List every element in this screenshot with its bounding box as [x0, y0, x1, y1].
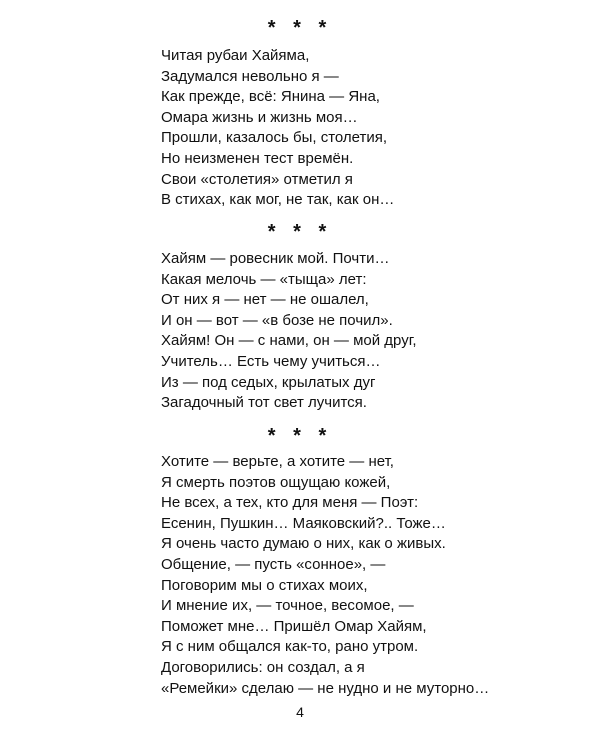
section-separator-3: * * * — [267, 425, 333, 447]
poem-line: Поговорим мы о стихах моих, — [161, 576, 368, 594]
poem-line: Прошли, казалось бы, столетия, — [161, 129, 388, 147]
poem-line: Поможет мне… Пришёл Омар Хайям, — [161, 617, 427, 635]
section-separator-2: * * * — [267, 221, 333, 243]
poem-line: Хайям! Он — с нами, он — мой друг, — [161, 332, 417, 350]
poem-line: Как прежде, всё: Янина — Яна, — [161, 88, 380, 106]
poem-line: Читая рубаи Хайяма, — [161, 47, 310, 64]
poem-line: Хайям — ровесник мой. Почти… — [161, 250, 390, 267]
poem-line: Есенин, Пушкин… Маяковский?.. Тоже… — [161, 514, 446, 532]
poem-line: Я смерть поэтов ощущаю кожей, — [161, 473, 391, 491]
poem-line: И мнение их, — точное, весомое, — — [161, 597, 414, 615]
stanza-3 — [161, 452, 489, 699]
stanza-1 — [161, 46, 394, 211]
section-separator-1: * * * — [267, 17, 333, 39]
poem-line: Учитель… Есть чему учиться… — [161, 352, 381, 370]
poem-line: Какая мелочь — «тыща» лет: — [161, 270, 367, 288]
poem-line: Из — под седых, крылатых дуг — [161, 373, 376, 391]
poem-line: От них я — нет — не ошалел, — [161, 291, 369, 309]
poem-line: Договорились: он создал, а я — [161, 658, 365, 676]
poem-line: «Ремейки» сделаю — не нудно и не муторно… — [161, 679, 490, 697]
poem-line: Я с ним общался как-то, рано утром. — [161, 638, 419, 656]
poem-line: Омара жизнь и жизнь моя… — [161, 108, 358, 126]
poem-line: В стихах, как мог, не так, как он… — [161, 191, 395, 209]
poem-line: Свои «столетия» отметил я — [161, 170, 353, 188]
poem-line: И он — вот — «в бозе не почил». — [161, 311, 393, 329]
poem-line: Я очень часто думаю о них, как о живых. — [161, 535, 446, 553]
poem-line: Не всех, а тех, кто для меня — Поэт: — [161, 494, 419, 512]
poem-line: Задумался невольно я — — [161, 67, 339, 85]
poem-line: Хотите — верьте, а хотите — нет, — [161, 453, 394, 470]
poem-line: Но неизменен тест времён. — [161, 149, 354, 167]
poem-line: Загадочный тот свет лучится. — [161, 394, 367, 412]
page-number: 4 — [296, 704, 304, 720]
stanza-2 — [161, 249, 417, 414]
poem-line: Общение, — пусть «сонное», — — [161, 555, 386, 573]
